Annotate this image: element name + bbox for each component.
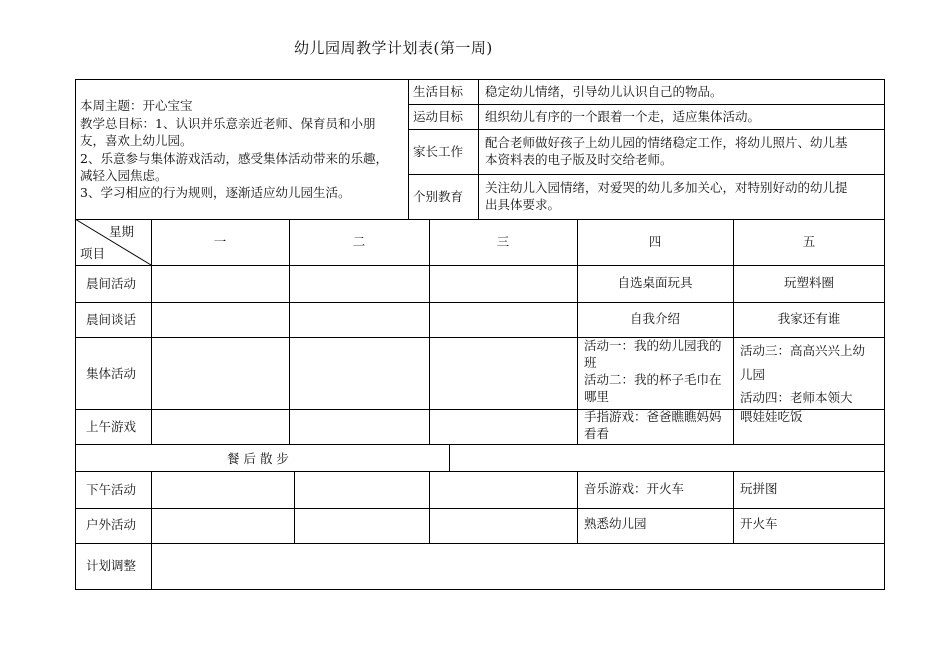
- row-label-plan-adjust: 计划调整: [86, 558, 137, 573]
- goal-line: 3、学习相应的行为规则，逐渐适应幼儿园生活。: [80, 185, 351, 200]
- day-header-fri: 五: [802, 234, 816, 249]
- goal-line: 2、乐意参与集体游戏活动，感受集体活动带来的乐趣，: [80, 151, 388, 166]
- cell-thu-outdoor-activity: 熟悉幼儿园: [584, 516, 647, 531]
- cell-fri-group-activity: 儿园: [740, 367, 766, 382]
- row-label-morning-talk: 晨间谈话: [86, 312, 137, 327]
- goal-line: 友，喜欢上幼儿园。: [80, 133, 193, 148]
- individual-edu-text: 关注幼儿入园情绪，对爱哭的幼儿多加关心，对特别好动的幼儿提: [485, 180, 848, 195]
- cell-thu-morning-activity: 自选桌面玩具: [617, 275, 693, 290]
- day-header-mon: 一: [213, 234, 227, 249]
- cell-fri-outdoor-activity: 开火车: [740, 516, 778, 531]
- goal-line: 教学总目标：1、认识并乐意亲近老师、保育员和小朋: [80, 116, 376, 131]
- row-label-morning-activity: 晨间活动: [86, 276, 137, 291]
- life-goal-label: 生活目标: [413, 84, 464, 99]
- cell-fri-afternoon-activity: 玩拼图: [740, 481, 778, 496]
- header-weekday-label: 星期: [109, 224, 135, 239]
- cell-fri-group-activity: 活动四：老师本领大: [740, 390, 853, 405]
- cell-fri-morning-game: 喂娃娃吃饭: [740, 409, 803, 424]
- parent-work-text: 本资料表的电子版及时交给老师。: [485, 152, 673, 167]
- cell-thu-group-activity: 哪里: [584, 389, 610, 404]
- cell-fri-group-activity: 活动三：高高兴兴上幼: [740, 343, 866, 358]
- page-title: 幼儿园周教学计划表(第一周): [294, 39, 493, 57]
- cell-thu-group-activity: 班: [584, 355, 597, 370]
- row-label-afternoon-activity: 下午活动: [86, 482, 137, 497]
- cell-thu-afternoon-activity: 音乐游戏：开火车: [584, 481, 685, 496]
- header-item-label: 项目: [80, 246, 106, 261]
- week-theme: 本周主题：开心宝宝: [80, 98, 193, 113]
- life-goal-text: 稳定幼儿情绪，引导幼儿认识自己的物品。: [485, 84, 723, 99]
- cell-thu-morning-game: 看看: [584, 426, 610, 441]
- sport-goal-text: 组织幼儿有序的一个跟着一个走，适应集体活动。: [485, 109, 761, 124]
- parent-work-text: 配合老师做好孩子上幼儿园的情绪稳定工作，将幼儿照片、幼儿基: [485, 135, 848, 150]
- day-header-thu: 四: [648, 234, 662, 249]
- parent-work-label: 家长工作: [413, 144, 464, 159]
- cell-thu-morning-talk: 自我介绍: [629, 311, 680, 326]
- sport-goal-label: 运动目标: [413, 109, 464, 124]
- cell-fri-morning-talk: 我家还有谁: [777, 311, 841, 326]
- row-label-morning-game: 上午游戏: [86, 419, 137, 434]
- day-header-tue: 二: [352, 234, 366, 249]
- cell-thu-group-activity: 活动二：我的杯子毛巾在: [584, 372, 722, 387]
- row-label-group-activity: 集体活动: [86, 366, 137, 381]
- row-label-outdoor-activity: 户外活动: [86, 517, 137, 532]
- cell-thu-group-activity: 活动一：我的幼儿园我的: [584, 338, 722, 353]
- cell-thu-morning-game: 手指游戏：爸爸瞧瞧妈妈: [584, 409, 722, 424]
- row-label-walk: 餐 后 散 步: [227, 451, 289, 466]
- cell-fri-morning-activity: 玩塑料圈: [783, 275, 834, 290]
- individual-edu-text: 出具体要求。: [485, 197, 561, 212]
- goal-line: 减轻入园焦虑。: [80, 168, 168, 183]
- individual-edu-label: 个别教育: [413, 189, 464, 204]
- day-header-wed: 三: [496, 234, 510, 249]
